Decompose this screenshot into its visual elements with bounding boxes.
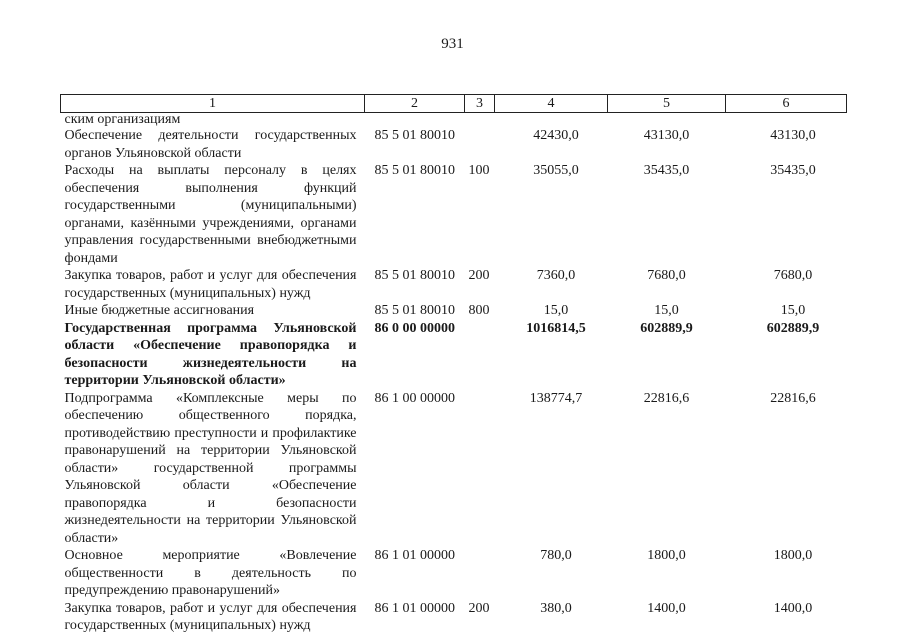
row-amount-3 <box>726 113 847 128</box>
table-row <box>61 127 847 162</box>
row-amount-1: 138774,7 <box>529 390 583 406</box>
row-code: 86 1 01 00000 <box>374 600 455 616</box>
row-amount-1: 780,0 <box>540 548 572 563</box>
row-amount-2: 22816,6 <box>643 390 690 406</box>
row-amount-2: 35435,0 <box>643 163 690 178</box>
row-amount-2: 1400,0 <box>647 600 686 616</box>
column-header-amount-1: 4 <box>495 95 608 113</box>
table-row <box>61 302 847 320</box>
table-row <box>61 162 847 267</box>
row-name: Подпрограмма «Комплексные меры по обеспечению общественного порядка, противодействию преступности и профилактике правонарушений на территории Ульяновской области» государственной программы Ульяновской области «Обеспечение правопорядка и безопасности жизнедеятельности на территории Ульяновской области» <box>64 390 357 546</box>
row-code: 86 0 00 00000 <box>374 320 455 336</box>
row-amount-2: 602889,9 <box>640 320 693 336</box>
row-name: Основное мероприятие «Вовлечение общественности в деятельность по предупреждению правонарушений» <box>64 548 357 598</box>
row-amount-1: 1016814,5 <box>526 320 586 336</box>
row-amount-1: 42430,0 <box>533 128 579 143</box>
table-header <box>61 95 847 113</box>
row-code: 86 1 00 00000 <box>374 390 455 406</box>
row-expense-type: 100 <box>468 163 490 178</box>
row-expense-type <box>465 113 495 128</box>
page-number: 931 <box>441 36 464 52</box>
row-expense-type: 800 <box>468 303 490 318</box>
table-row <box>61 390 847 548</box>
row-amount-3: 1800,0 <box>773 548 813 563</box>
row-amount-2 <box>608 113 726 128</box>
row-expense-type <box>465 320 495 390</box>
table-row <box>61 600 847 635</box>
column-header-amount-2: 5 <box>608 95 726 113</box>
row-code: 86 1 01 00000 <box>374 548 455 563</box>
row-code: 85 5 01 80010 <box>374 163 455 178</box>
row-name: Закупка товаров, работ и услуг для обеспечения государственных (муниципальных) нужд <box>64 268 357 301</box>
row-code: 85 5 01 80010 <box>374 268 455 283</box>
table-row <box>61 320 847 390</box>
row-amount-3: 15,0 <box>780 303 806 318</box>
row-amount-3: 35435,0 <box>770 163 816 178</box>
row-name: Обеспечение деятельности государственных органов Ульяновской области <box>64 128 357 161</box>
row-expense-type <box>465 390 495 548</box>
table-body <box>61 113 847 635</box>
row-amount-3: 1400,0 <box>773 600 813 616</box>
table-row <box>61 547 847 600</box>
row-code <box>365 113 465 128</box>
row-name: Иные бюджетные ассигнования <box>64 303 255 318</box>
column-header-expense-type: 3 <box>465 95 495 113</box>
row-name: ским организациям <box>64 112 181 127</box>
row-amount-2: 15,0 <box>654 303 679 318</box>
row-expense-type <box>465 547 495 600</box>
row-name: Государственная программа Ульяновской области «Обеспечение правопорядка и безопасности жизнедеятельности на территории Ульяновской области» <box>64 320 357 388</box>
table-row <box>61 267 847 302</box>
row-amount-2: 7680,0 <box>647 268 686 283</box>
row-name: Расходы на выплаты персоналу в целях обеспечения выполнения функций государственными (муниципальными) органами, казёнными учреждениями, органами управления государственными внебюджетными фондами <box>64 163 357 266</box>
header-row <box>61 95 847 113</box>
row-amount-2: 43130,0 <box>643 128 690 143</box>
row-amount-3: 7680,0 <box>773 268 813 283</box>
column-header-amount-3: 6 <box>726 95 847 113</box>
row-expense-type: 200 <box>468 600 490 616</box>
row-code: 85 5 01 80010 <box>374 303 455 318</box>
row-expense-type: 200 <box>468 268 490 283</box>
row-code: 85 5 01 80010 <box>374 128 455 143</box>
table-row <box>61 113 847 128</box>
row-amount-3: 43130,0 <box>770 128 816 143</box>
row-amount-3: 602889,9 <box>766 320 820 336</box>
column-header-code: 2 <box>365 95 465 113</box>
row-expense-type <box>465 127 495 162</box>
budget-table <box>60 94 847 635</box>
row-name: Закупка товаров, работ и услуг для обеспечения государственных (муниципальных) нужд <box>64 600 357 633</box>
row-amount-1: 7360,0 <box>536 268 576 283</box>
row-amount-3: 22816,6 <box>770 390 816 406</box>
row-amount-1: 35055,0 <box>533 163 579 178</box>
column-header-name: 1 <box>61 95 365 113</box>
row-amount-1: 15,0 <box>543 303 569 318</box>
row-amount-1: 380,0 <box>540 600 572 616</box>
row-amount-2: 1800,0 <box>647 548 686 563</box>
row-amount-1 <box>495 113 608 128</box>
